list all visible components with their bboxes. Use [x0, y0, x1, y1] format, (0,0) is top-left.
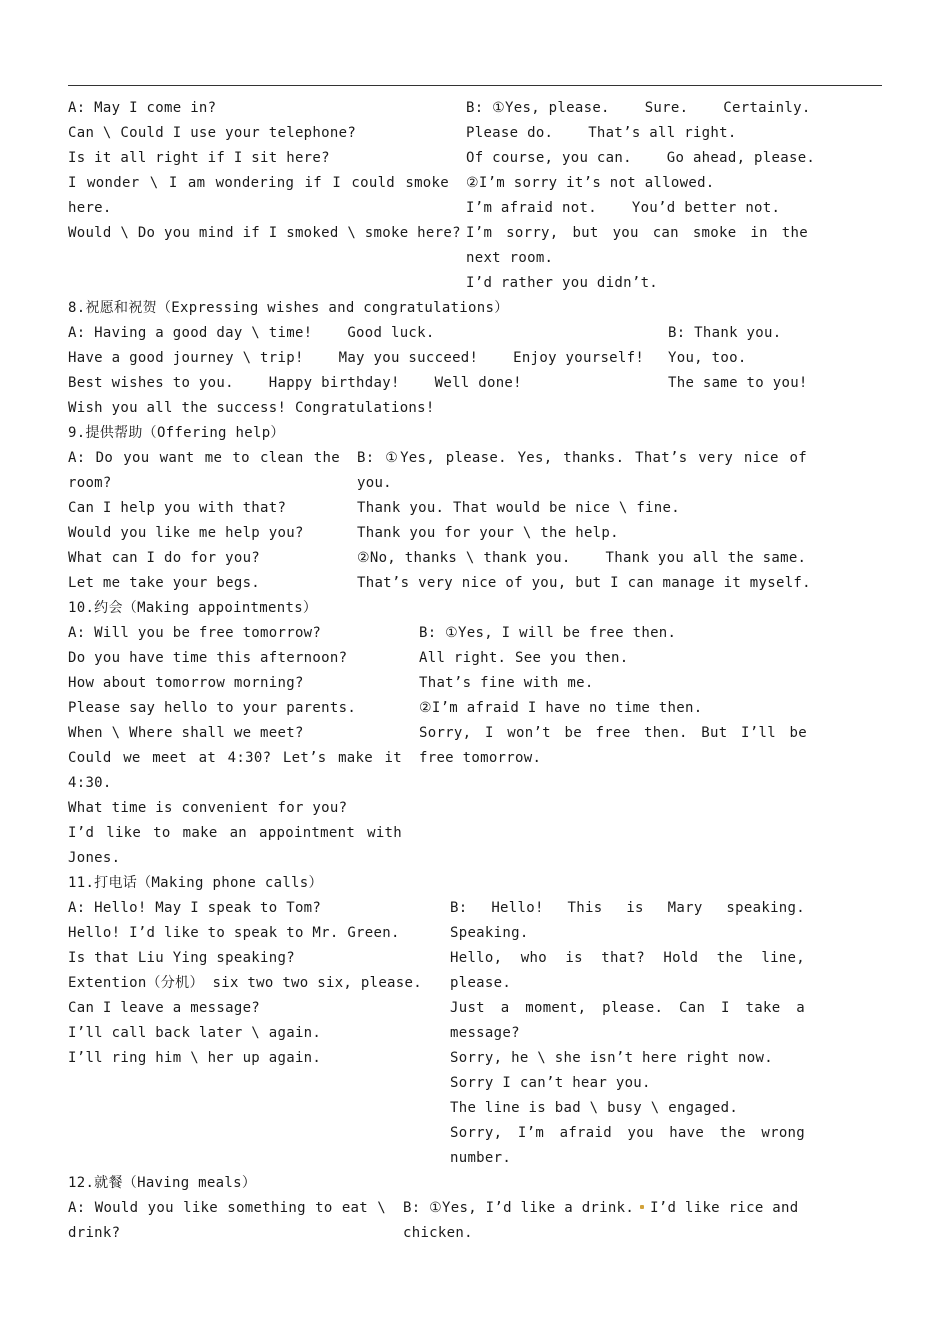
s9-b-line: Thank you. That would be nice \ fine.: [357, 500, 680, 516]
s10-b-line: ②I’m afraid I have no time then.: [419, 700, 703, 716]
s11-a-line: A: Hello! May I speak to Tom?: [68, 900, 322, 916]
s12-b-part2: I’d like rice and chicken.: [403, 1200, 799, 1241]
section-7-permission: [68, 96, 816, 296]
s11-a-line: Can I leave a message?: [68, 1000, 261, 1016]
s10-b-line: That’s fine with me.: [419, 675, 594, 691]
s8-b-line: The same to you!: [668, 375, 808, 391]
s10-a-line: How about tomorrow morning?: [68, 675, 304, 691]
s9-a-line: What can I do for you?: [68, 550, 261, 566]
section-11-b-column: [450, 896, 805, 1171]
s11-b-line: Sorry, I’m afraid you have the wrong number.: [450, 1125, 805, 1166]
section-12-meals: [68, 1196, 808, 1246]
section-10-title: 10.约会（Making appointments）: [68, 600, 318, 616]
s7-b-line: ②I’m sorry it’s not allowed.: [466, 175, 715, 191]
s11-b-line: The line is bad \ busy \ engaged.: [450, 1100, 739, 1116]
s9-a-line: Would you like me help you?: [68, 525, 304, 541]
document-body: [68, 96, 816, 1246]
s9-a-line: A: Do you want me to clean the room?: [68, 450, 340, 491]
s9-a-line: Can I help you with that?: [68, 500, 287, 516]
s10-a-line: Please say hello to your parents.: [68, 700, 357, 716]
s7-a-line: Would \ Do you mind if I smoked \ smoke here?: [68, 225, 461, 241]
section-9-b-column: [357, 446, 811, 596]
s11-a-line: I’ll call back later \ again.: [68, 1025, 322, 1041]
section-10-appointments: [68, 621, 808, 871]
s10-b-line: Sorry, I won’t be free then. But I’ll be free tomorrow.: [419, 725, 807, 766]
s8-a-line: Wish you all the success! Congratulations!: [68, 400, 435, 416]
s10-b-line: All right. See you then.: [419, 650, 629, 666]
s12-a-line: A: Would you like something to eat \ drink?: [68, 1200, 386, 1241]
s9-b-line: Thank you for your \ the help.: [357, 525, 619, 541]
s10-a-line: Do you have time this afternoon?: [68, 650, 348, 666]
s7-b-line: Of course, you can. Go ahead, please.: [466, 150, 816, 166]
s9-b-line: ②No, thanks \ thank you. Thank you all the same.: [357, 550, 807, 566]
s9-b-line: B: ①Yes, please. Yes, thanks. That’s very nice of you.: [357, 450, 807, 491]
s10-a-line: I’d like to make an appointment with Jones.: [68, 825, 402, 866]
s7-b-line: I’d rather you didn’t.: [466, 275, 659, 291]
s7-b-line: I’m sorry, but you can smoke in the next room.: [466, 225, 808, 266]
s11-b-line: Sorry, he \ she isn’t here right now.: [450, 1050, 773, 1066]
s8-b-line: B: Thank you.: [668, 325, 782, 341]
s7-a-line: I wonder \ I am wondering if I could smoke here.: [68, 175, 449, 216]
section-12-a-column: [68, 1196, 386, 1246]
section-11-title: 11.打电话（Making phone calls）: [68, 875, 323, 891]
s9-b-line: That’s very nice of you, but I can manage it myself.: [357, 575, 811, 591]
s10-a-line: A: Will you be free tomorrow?: [68, 625, 322, 641]
section-8-a-column: [68, 321, 668, 421]
section-8-title: 8.祝愿和祝贺（Expressing wishes and congratulations）: [68, 300, 509, 316]
s11-a-line: I’ll ring him \ her up again.: [68, 1050, 322, 1066]
s7-a-line: Can \ Could I use your telephone?: [68, 125, 357, 141]
highlight-dot-icon: [640, 1205, 644, 1209]
section-7-b-column: [466, 96, 816, 296]
s7-a-line: A: May I come in?: [68, 100, 217, 116]
s8-b-line: You, too.: [668, 350, 747, 366]
s11-b-line: Sorry I can’t hear you.: [450, 1075, 651, 1091]
s11-b-line: Just a moment, please. Can I take a message?: [450, 1000, 805, 1041]
section-10-b-column: [419, 621, 807, 771]
s12-b-part1: B: ①Yes, I’d like a drink.: [403, 1200, 635, 1216]
s12-b-line: [403, 1196, 807, 1246]
s8-a-line: Best wishes to you. Happy birthday! Well done!: [68, 375, 522, 391]
s11-b-line: Hello, who is that? Hold the line, please.: [450, 950, 805, 991]
s10-a-line: When \ Where shall we meet?: [68, 725, 304, 741]
s8-a-line: A: Having a good day \ time! Good luck.: [68, 325, 435, 341]
s7-a-line: Is it all right if I sit here?: [68, 150, 330, 166]
s11-a-line: Hello! I’d like to speak to Mr. Green.: [68, 925, 400, 941]
section-8-wishes: [68, 321, 808, 421]
section-9-title: 9.提供帮助（Offering help）: [68, 425, 285, 441]
section-12-title: 12.就餐（Having meals）: [68, 1175, 257, 1191]
section-9-offering-help: [68, 446, 811, 596]
s11-b-line: B: Hello! This is Mary speaking. Speaking.: [450, 900, 805, 941]
s7-b-line: B: ①Yes, please. Sure. Certainly.: [466, 100, 811, 116]
header-rule: [68, 85, 882, 86]
s9-a-line: Let me take your begs.: [68, 575, 261, 591]
s10-a-line: What time is convenient for you?: [68, 800, 348, 816]
s11-a-line: Extention（分机） six two two six, please.: [68, 975, 422, 991]
section-12-b-column: [403, 1196, 807, 1246]
s10-b-line: B: ①Yes, I will be free then.: [419, 625, 677, 641]
section-9-a-column: [68, 446, 340, 596]
s7-b-line: I’m afraid not. You’d better not.: [466, 200, 781, 216]
section-7-a-column: [68, 96, 461, 246]
section-10-a-column: [68, 621, 402, 871]
s7-b-line: Please do. That’s all right.: [466, 125, 737, 141]
s10-a-line: Could we meet at 4:30? Let’s make it 4:30.: [68, 750, 402, 791]
section-8-b-column: [668, 321, 808, 396]
s11-a-line: Is that Liu Ying speaking?: [68, 950, 295, 966]
s8-a-line: Have a good journey \ trip! May you succeed! Enjoy yourself!: [68, 350, 645, 366]
section-11-phone-calls: [68, 896, 808, 1171]
section-11-a-column: [68, 896, 433, 1071]
